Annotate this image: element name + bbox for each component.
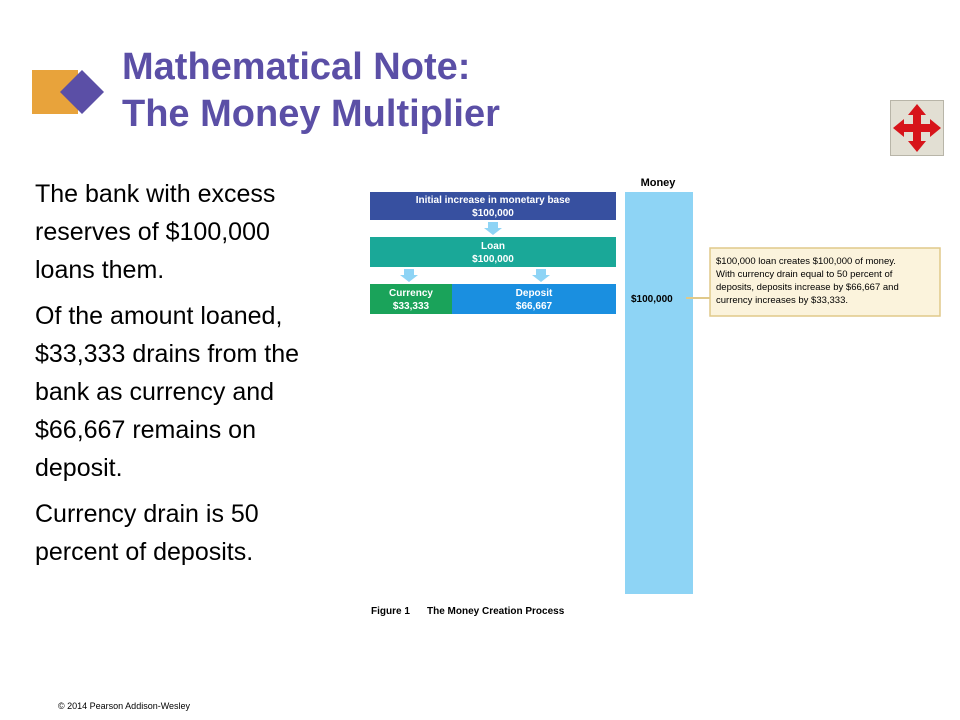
money-label: Money	[640, 177, 676, 189]
loan-line2: $100,000	[472, 254, 514, 265]
callout-line-4: currency increases by $33,333.	[716, 295, 849, 306]
callout-line-3: deposits, deposits increase by $66,667 and	[716, 282, 899, 293]
arrow-base-to-loan	[484, 222, 502, 235]
navigation-button[interactable]	[890, 100, 944, 156]
arrow-loan-to-deposit	[532, 269, 550, 282]
paragraph-2: Of the amount loaned, $33,333 drains from the bank as currency and $66,667 remains on deposit.	[35, 302, 300, 482]
four-way-arrows-icon	[891, 101, 943, 155]
title-decoration-icon	[28, 68, 108, 118]
currency-line2: $33,333	[392, 301, 430, 312]
currency-line1: Currency	[389, 288, 433, 299]
callout-line-2: With currency drain equal to 50 percent of	[716, 269, 893, 280]
deposit-line2: $66,667	[515, 301, 553, 312]
deposit-line1: Deposit	[515, 288, 553, 299]
body-text	[35, 175, 335, 579]
copyright-notice: © 2014 Pearson Addison-Wesley	[58, 701, 191, 711]
paragraph-1: The bank with excess reserves of $100,000 loans them.	[35, 180, 276, 284]
money-bar	[625, 192, 693, 594]
figure-caption-number: Figure 1	[371, 606, 410, 617]
paragraph-3: Currency drain is 50 percent of deposits.	[35, 500, 259, 566]
callout-line-1: $100,000 loan creates $100,000 of money.	[716, 256, 896, 267]
base-line1: Initial increase in monetary base	[415, 195, 571, 206]
loan-line1: Loan	[481, 241, 505, 252]
base-line2: $100,000	[472, 208, 514, 219]
money-creation-figure	[360, 170, 950, 630]
figure-caption-text: The Money Creation Process	[427, 606, 565, 617]
money-value: $100,000	[631, 294, 673, 305]
arrow-loan-to-currency	[400, 269, 418, 282]
title-line-1: Mathematical Note:	[122, 46, 471, 88]
title-line-2: The Money Multiplier	[122, 93, 500, 135]
page-title	[122, 44, 822, 138]
